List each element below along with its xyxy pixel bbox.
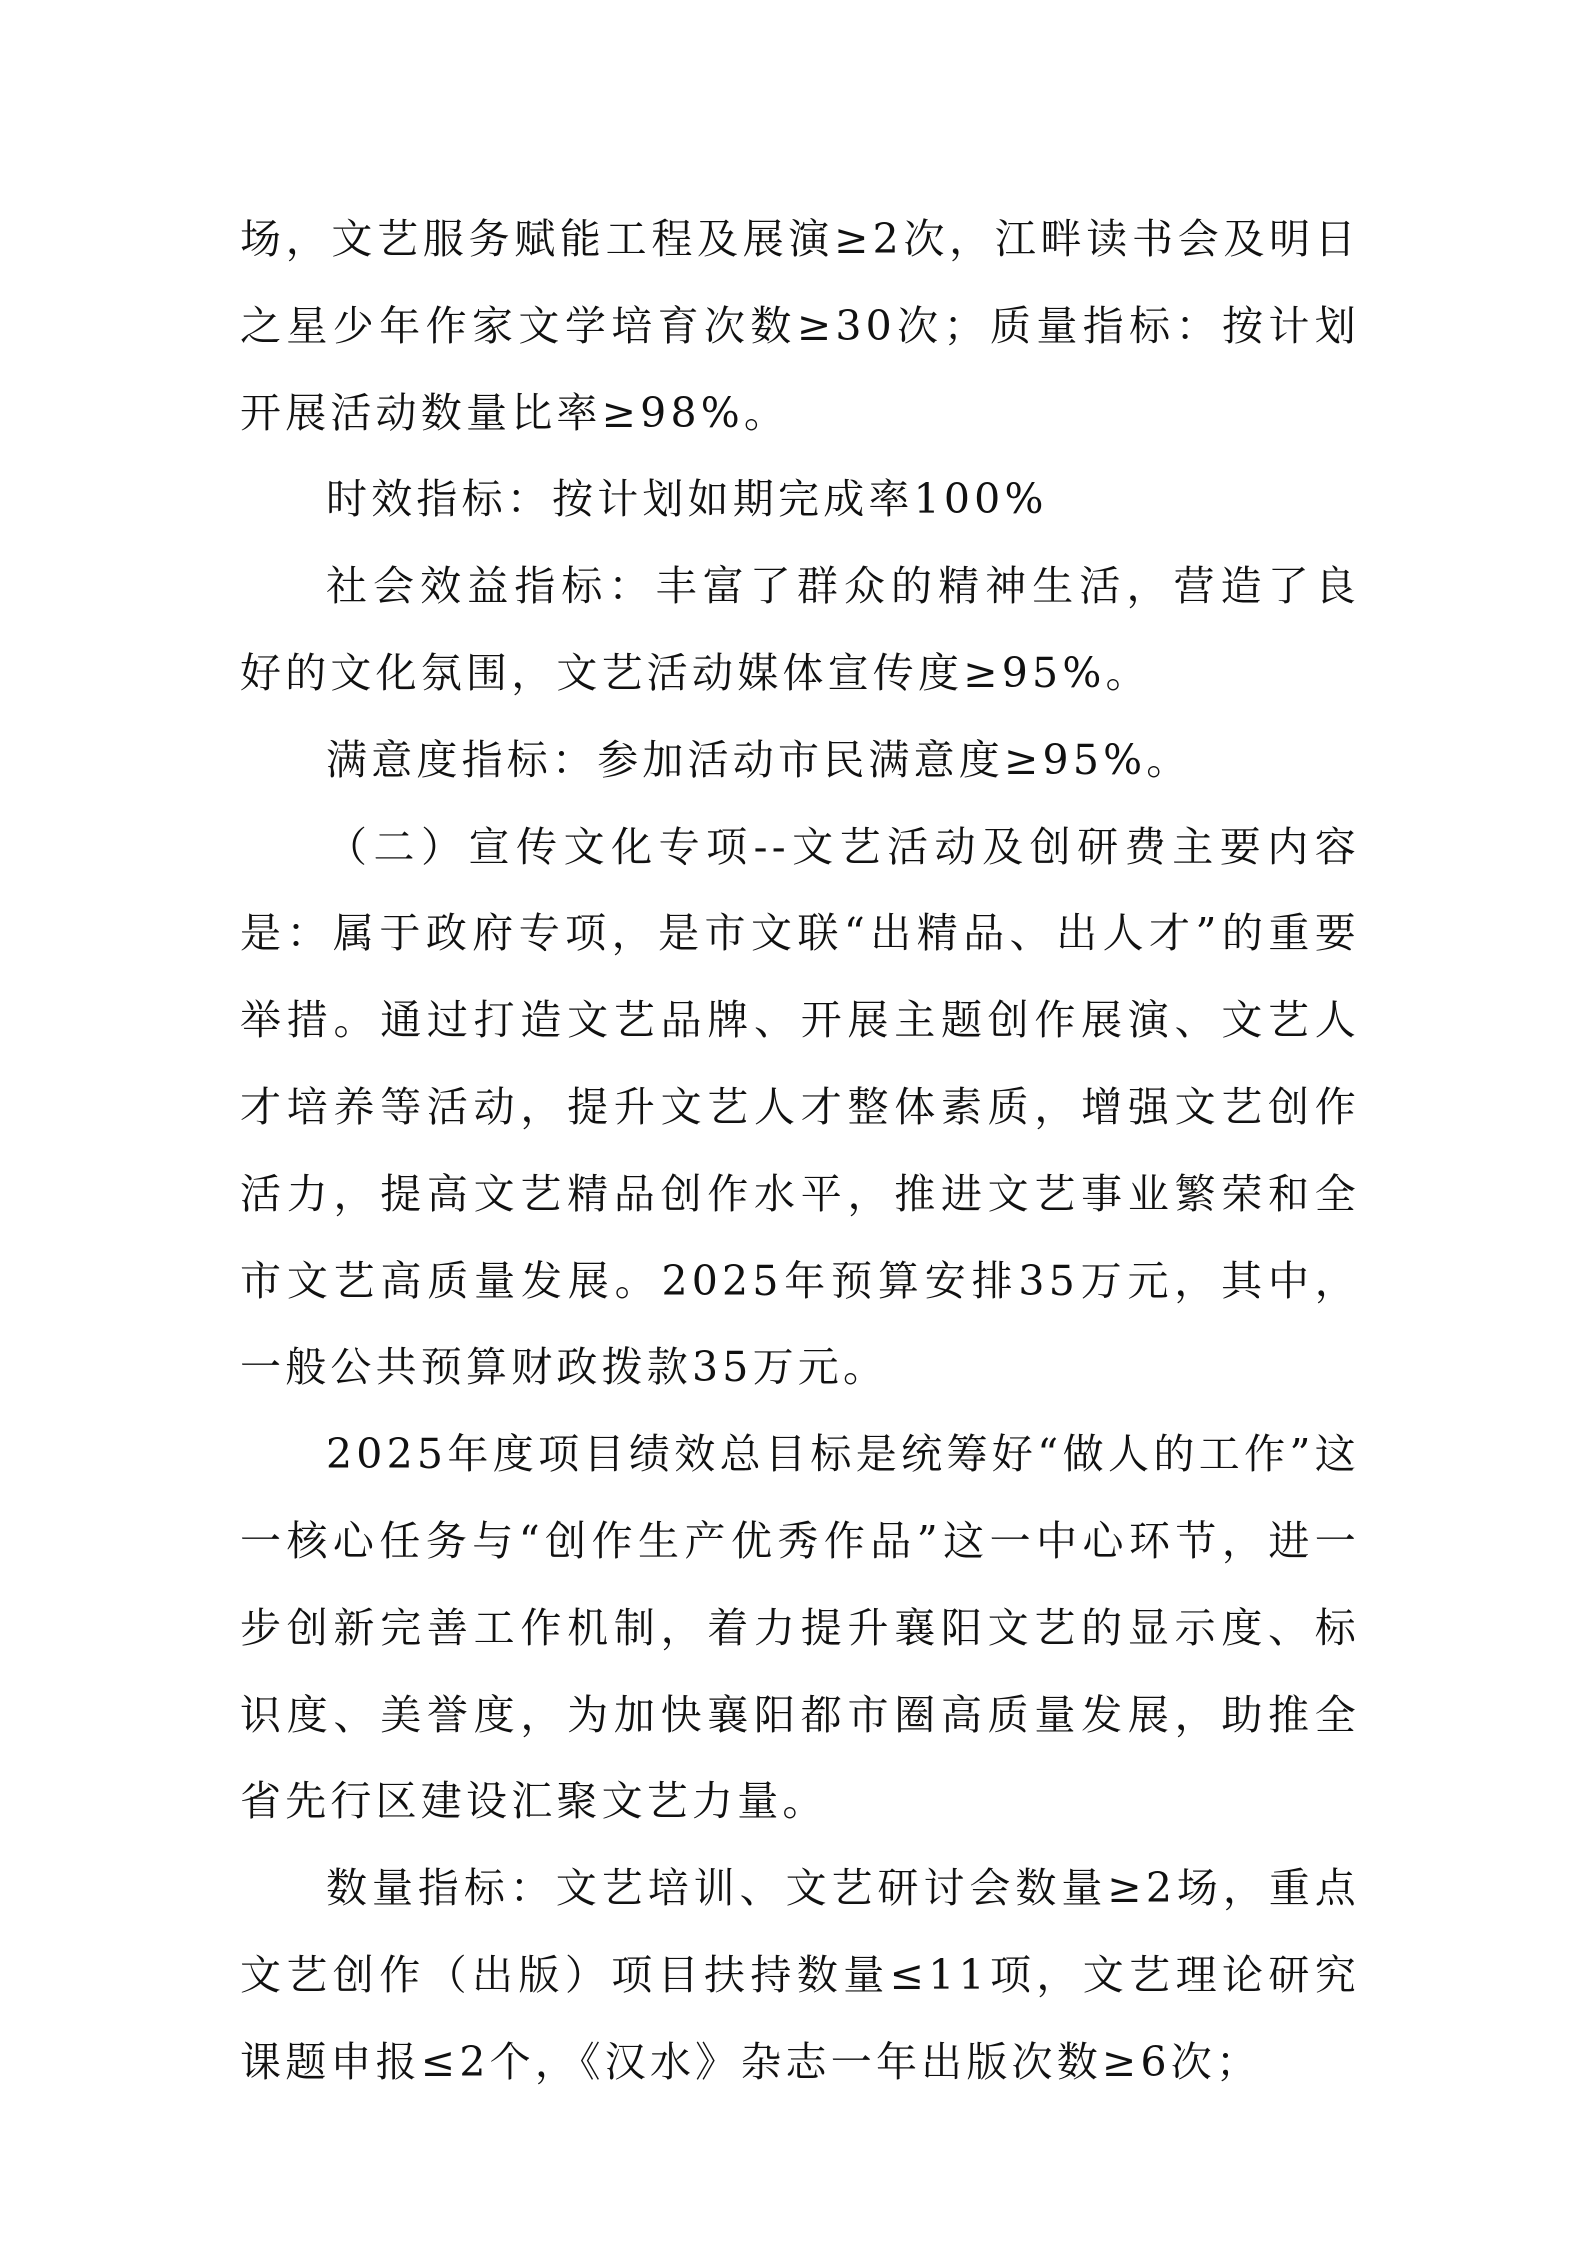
paragraph-quantity-indicator: 数量指标：文艺培训、文艺研讨会数量≥2场，重点文艺创作（出版）项目扶持数量≤11项，文艺理论研究课题申报≤2个，《汉水》杂志一年出版次数≥6次； <box>240 1864 1360 2086</box>
document-body <box>240 196 1360 2106</box>
paragraph-satisfaction-indicator: 满意度指标：参加活动市民满意度≥95%。 <box>326 735 1192 784</box>
paragraph-continuation: 场，文艺服务赋能工程及展演≥2次，江畔读书会及明日之星少年作家文学培育次数≥30次；质量指标：按计划开展活动数量比率≥98%。 <box>240 215 1360 437</box>
paragraph-timeliness-indicator: 时效指标：按计划如期完成率100% <box>326 475 1048 524</box>
paragraph-special-project: （二）宣传文化专项--文艺活动及创研费主要内容是：属于政府专项，是市文联“出精品、出人才”的重要举措。通过打造文艺品牌、开展主题创作展演、文艺人才培养等活动，提升文艺人才整体素质，增强文艺创作活力，提高文艺精品创作水平，推进文艺事业繁荣和全市文艺高质量发展。2025年预算安排35万元，其中，一般公共预算财政拨款35万元。 <box>240 822 1360 1392</box>
paragraph-performance-goal: 2025年度项目绩效总目标是统筹好“做人的工作”这一核心任务与“创作生产优秀作品”这一中心环节，进一步创新完善工作机制，着力提升襄阳文艺的显示度、标识度、美誉度，为加快襄阳都市圈高质量发展，助推全省先行区建设汇聚文艺力量。 <box>240 1430 1360 1826</box>
paragraph-social-benefit-indicator: 社会效益指标：丰富了群众的精神生活，营造了良好的文化氛围，文艺活动媒体宣传度≥95%。 <box>240 562 1360 697</box>
